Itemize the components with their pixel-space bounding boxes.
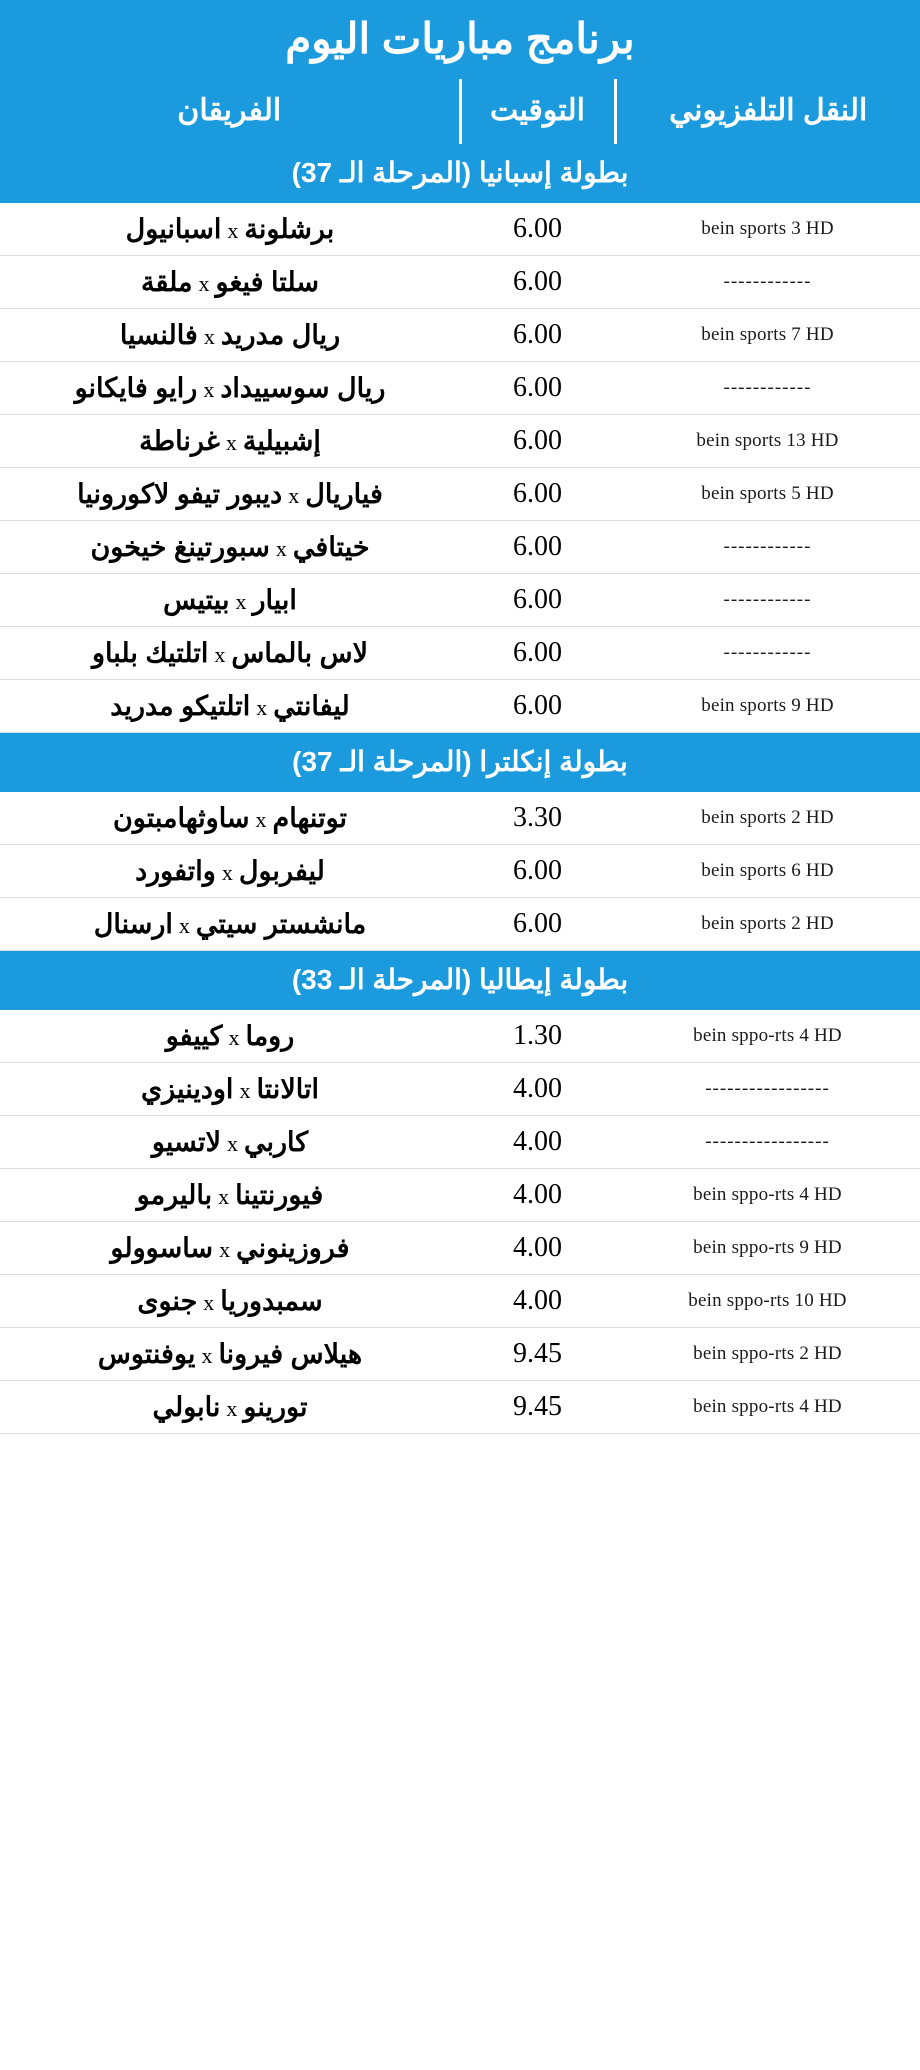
match-broadcast: bein sports 6 HD xyxy=(615,845,920,898)
match-broadcast: bein sppo-rts 9 HD xyxy=(615,1222,920,1275)
match-teams xyxy=(0,1222,460,1275)
versus-separator: x xyxy=(178,912,190,938)
away-team: بيتيس xyxy=(163,584,230,615)
match-broadcast: bein sppo-rts 4 HD xyxy=(615,1169,920,1222)
match-broadcast: ------------ xyxy=(615,362,920,415)
away-team: جنوى xyxy=(137,1285,198,1316)
table-row xyxy=(0,521,920,574)
away-team: غرناطة xyxy=(139,425,220,456)
versus-separator: x xyxy=(275,535,287,561)
table-header-row xyxy=(0,79,920,144)
table-row xyxy=(0,1275,920,1328)
table-row xyxy=(0,415,920,468)
home-team: ابيار xyxy=(252,584,297,615)
match-time: 1.30 xyxy=(460,1010,615,1063)
match-time: 3.30 xyxy=(460,792,615,845)
home-team: لاس بالماس xyxy=(231,637,368,668)
competition-title: بطولة إنكلترا (المرحلة الـ 37) xyxy=(0,733,920,793)
away-team: واتفورد xyxy=(135,855,216,886)
versus-separator: x xyxy=(227,217,239,243)
match-time: 4.00 xyxy=(460,1063,615,1116)
match-time: 4.00 xyxy=(460,1169,615,1222)
match-teams xyxy=(0,203,460,256)
match-broadcast: ------------ xyxy=(615,627,920,680)
column-header-tv: النقل التلفزيوني xyxy=(615,79,920,144)
home-team: سمبدوريا xyxy=(220,1285,323,1316)
table-row xyxy=(0,898,920,951)
match-broadcast: bein sports 9 HD xyxy=(615,680,920,733)
competition-section-header xyxy=(0,733,920,793)
away-team: اودينيزي xyxy=(141,1073,234,1104)
match-time: 4.00 xyxy=(460,1222,615,1275)
table-row xyxy=(0,1010,920,1063)
match-teams xyxy=(0,680,460,733)
versus-separator: x xyxy=(219,1236,231,1262)
home-team: ليفربول xyxy=(238,855,325,886)
page-title: برنامج مباريات اليوم xyxy=(0,0,920,79)
versus-separator: x xyxy=(221,859,233,885)
match-teams xyxy=(0,1275,460,1328)
versus-separator: x xyxy=(203,1289,215,1315)
match-broadcast: bein sports 2 HD xyxy=(615,792,920,845)
away-team: رايو فايكانو xyxy=(74,372,198,403)
table-row xyxy=(0,1116,920,1169)
competition-section-header xyxy=(0,144,920,203)
away-team: نابولي xyxy=(152,1391,221,1422)
match-time: 6.00 xyxy=(460,415,615,468)
home-team: كاربي xyxy=(243,1126,309,1157)
match-broadcast: bein sppo-rts 2 HD xyxy=(615,1328,920,1381)
match-time: 6.00 xyxy=(460,521,615,574)
versus-separator: x xyxy=(225,429,237,455)
match-broadcast: ------------ xyxy=(615,574,920,627)
home-team: برشلونة xyxy=(244,213,335,244)
match-time: 6.00 xyxy=(460,574,615,627)
column-header-time: التوقيت xyxy=(460,79,615,144)
match-teams xyxy=(0,574,460,627)
table-row xyxy=(0,468,920,521)
home-team: ريال سوسييداد xyxy=(220,372,386,403)
versus-separator: x xyxy=(235,588,247,614)
away-team: ساوثهامبتون xyxy=(112,802,250,833)
match-teams xyxy=(0,309,460,362)
table-row xyxy=(0,845,920,898)
competition-section-header xyxy=(0,951,920,1011)
match-broadcast: bein sports 3 HD xyxy=(615,203,920,256)
match-teams xyxy=(0,362,460,415)
match-time: 9.45 xyxy=(460,1328,615,1381)
table-row xyxy=(0,1328,920,1381)
away-team: سبورتينغ خيخون xyxy=(90,531,270,562)
away-team: فالنسيا xyxy=(119,319,198,350)
match-time: 6.00 xyxy=(460,680,615,733)
versus-separator: x xyxy=(228,1024,240,1050)
away-team: كييفو xyxy=(165,1020,223,1051)
match-time: 6.00 xyxy=(460,468,615,521)
match-broadcast: bein sports 2 HD xyxy=(615,898,920,951)
away-team: باليرمو xyxy=(136,1179,213,1210)
home-team: تورينو xyxy=(243,1391,308,1422)
home-team: إشبيلية xyxy=(242,425,321,456)
match-teams xyxy=(0,521,460,574)
home-team: توتنهام xyxy=(272,802,348,833)
table-row xyxy=(0,792,920,845)
versus-separator: x xyxy=(226,1130,238,1156)
match-broadcast: ------------ xyxy=(615,256,920,309)
match-broadcast: bein sppo-rts 10 HD xyxy=(615,1275,920,1328)
match-time: 6.00 xyxy=(460,309,615,362)
versus-separator: x xyxy=(226,1395,238,1421)
versus-separator: x xyxy=(218,1183,230,1209)
home-team: روما xyxy=(245,1020,295,1051)
home-team: فيورنتينا xyxy=(235,1179,324,1210)
home-team: فروزينوني xyxy=(236,1232,350,1263)
match-broadcast: bein sports 5 HD xyxy=(615,468,920,521)
versus-separator: x xyxy=(203,323,215,349)
match-time: 6.00 xyxy=(460,203,615,256)
match-time: 9.45 xyxy=(460,1381,615,1434)
match-broadcast: ----------------- xyxy=(615,1063,920,1116)
away-team: ديبور تيفو لاكورونيا xyxy=(77,478,283,509)
table-row xyxy=(0,1063,920,1116)
table-row xyxy=(0,309,920,362)
table-row xyxy=(0,256,920,309)
column-header-teams: الفريقان xyxy=(0,79,460,144)
matches-table xyxy=(0,79,920,1434)
match-broadcast: bein sppo-rts 4 HD xyxy=(615,1010,920,1063)
away-team: اتلتيك بلباو xyxy=(92,637,209,668)
away-team: اتلتيكو مدريد xyxy=(110,690,251,721)
match-teams xyxy=(0,845,460,898)
match-broadcast: bein sports 7 HD xyxy=(615,309,920,362)
match-teams xyxy=(0,898,460,951)
match-teams xyxy=(0,1381,460,1434)
matches-table-body xyxy=(0,79,920,1434)
table-row xyxy=(0,362,920,415)
table-row xyxy=(0,1169,920,1222)
competition-title: بطولة إسبانيا (المرحلة الـ 37) xyxy=(0,144,920,203)
match-teams xyxy=(0,1010,460,1063)
versus-separator: x xyxy=(201,1342,213,1368)
away-team: ساسوولو xyxy=(110,1232,214,1263)
table-row xyxy=(0,1381,920,1434)
match-teams xyxy=(0,627,460,680)
home-team: سلتا فيغو xyxy=(215,266,319,297)
match-teams xyxy=(0,256,460,309)
home-team: ليفانتي xyxy=(273,690,350,721)
match-time: 6.00 xyxy=(460,845,615,898)
competition-title: بطولة إيطاليا (المرحلة الـ 33) xyxy=(0,951,920,1011)
versus-separator: x xyxy=(239,1077,251,1103)
table-row xyxy=(0,574,920,627)
match-time: 6.00 xyxy=(460,627,615,680)
match-teams xyxy=(0,415,460,468)
home-team: ريال مدريد xyxy=(220,319,341,350)
table-row xyxy=(0,203,920,256)
away-team: يوفنتوس xyxy=(97,1338,196,1369)
match-time: 4.00 xyxy=(460,1275,615,1328)
versus-separator: x xyxy=(288,482,300,508)
table-row xyxy=(0,627,920,680)
match-broadcast: ------------ xyxy=(615,521,920,574)
table-row xyxy=(0,1222,920,1275)
match-teams xyxy=(0,1328,460,1381)
match-teams xyxy=(0,1116,460,1169)
match-broadcast: bein sports 13 HD xyxy=(615,415,920,468)
versus-separator: x xyxy=(256,694,268,720)
match-broadcast: bein sppo-rts 4 HD xyxy=(615,1381,920,1434)
home-team: خيتافي xyxy=(292,531,370,562)
away-team: لاتسيو xyxy=(151,1126,221,1157)
table-row xyxy=(0,680,920,733)
match-teams xyxy=(0,468,460,521)
match-teams xyxy=(0,1063,460,1116)
match-broadcast: ----------------- xyxy=(615,1116,920,1169)
match-teams xyxy=(0,1169,460,1222)
away-team: اسبانيول xyxy=(125,213,222,244)
home-team: فياريال xyxy=(305,478,383,509)
versus-separator: x xyxy=(203,376,215,402)
home-team: مانشستر سيتي xyxy=(195,908,367,939)
match-time: 6.00 xyxy=(460,898,615,951)
versus-separator: x xyxy=(198,270,210,296)
match-time: 4.00 xyxy=(460,1116,615,1169)
match-time: 6.00 xyxy=(460,256,615,309)
home-team: اتالانتا xyxy=(256,1073,319,1104)
home-team: هيلاس فيرونا xyxy=(218,1338,363,1369)
versus-separator: x xyxy=(255,806,267,832)
away-team: ارسنال xyxy=(93,908,173,939)
match-teams xyxy=(0,792,460,845)
versus-separator: x xyxy=(214,641,226,667)
match-time: 6.00 xyxy=(460,362,615,415)
away-team: ملقة xyxy=(140,266,193,297)
